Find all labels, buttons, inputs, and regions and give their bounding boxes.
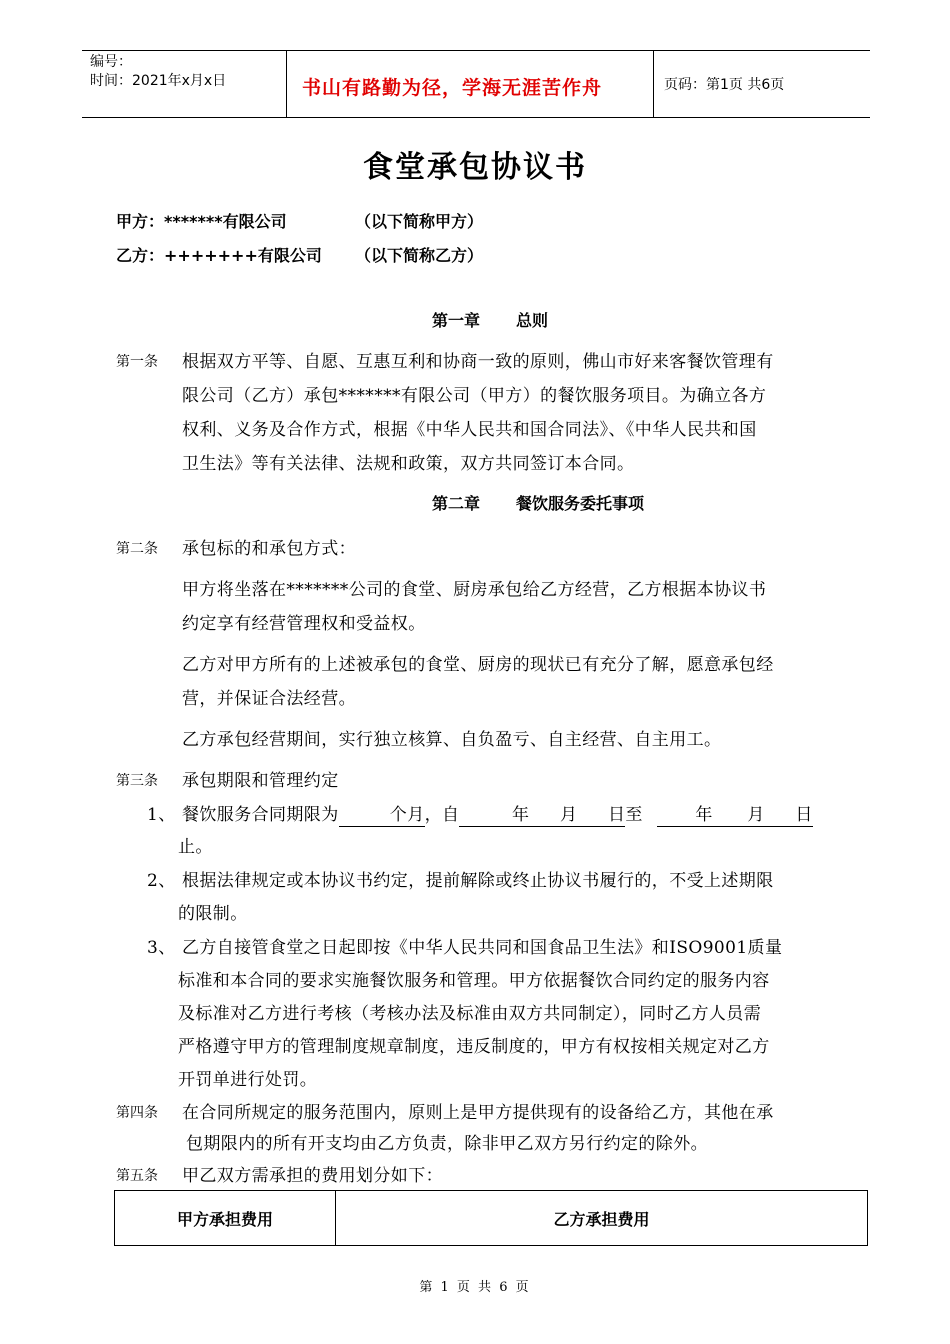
article-1-label: 第一条 — [116, 354, 158, 370]
end-day-blank[interactable]: 日 — [765, 804, 813, 827]
party-b-name: 乙方：+++++++有限公司 — [116, 246, 322, 265]
article-2-para-1-line-2: 约定享有经营管理权和受益权。 — [182, 614, 426, 634]
article-1-line-4: 卫生法》等有关法律、法规和政策，双方共同签订本合同。 — [182, 454, 635, 474]
article-3-item-2-line-2: 的限制。 — [178, 904, 248, 924]
header-top-rule — [82, 50, 870, 51]
article-3-heading: 承包期限和管理约定 — [182, 771, 339, 791]
article-5-label: 第五条 — [116, 1168, 158, 1184]
article-2-para-1-line-1: 甲方将坐落在*******公司的食堂、厨房承包给乙方经营，乙方根据本协议书 — [182, 580, 767, 600]
article-3-item-3-number: 3、 — [147, 938, 176, 958]
term-prefix: 餐饮服务合同期限为 — [182, 805, 339, 825]
article-3-item-2-line-1: 根据法律规定或本协议书约定，提前解除或终止协议书履行的，不受上述期限 — [182, 871, 774, 891]
page-footer: 第 1 页 共 6 页 — [419, 1280, 531, 1295]
term-to: 至 — [625, 805, 643, 825]
term-from: ，自 — [424, 805, 460, 825]
article-3-item-1-text — [182, 800, 813, 827]
header-divider-right — [653, 50, 654, 118]
article-4-line-2: 包期限内的所有开支均由乙方负责，除非甲乙双方另行约定的除外。 — [186, 1134, 708, 1154]
article-2-para-2-line-2: 营，并保证合法经营。 — [182, 689, 356, 709]
table-row — [115, 1191, 868, 1246]
article-5-text: 甲乙双方需承担的费用划分如下： — [182, 1166, 443, 1186]
start-day-blank[interactable]: 日 — [577, 804, 625, 827]
document-title: 食堂承包协议书 — [363, 150, 587, 185]
article-2-para-3: 乙方承包经营期间，实行独立核算、自负盈亏、自主经营、自主用工。 — [182, 730, 722, 750]
article-4-line-1: 在合同所规定的服务范围内，原则上是甲方提供现有的设备给乙方，其他在承 — [182, 1103, 774, 1123]
header-motto: 书山有路勤为径，学海无涯苦作舟 — [302, 77, 603, 99]
header-page-label: 页码：第1页 共6页 — [664, 77, 785, 93]
chapter-1-name: 总则 — [516, 311, 549, 330]
article-3-item-3-line-2: 标准和本合同的要求实施餐饮服务和管理。甲方依据餐饮合同约定的服务内容 — [178, 971, 770, 991]
article-3-item-3-line-5: 开罚单进行处罚。 — [178, 1070, 318, 1090]
start-year-blank[interactable]: 年 — [459, 804, 529, 827]
header-divider-left — [286, 50, 287, 118]
end-year-blank[interactable]: 年 — [657, 804, 713, 827]
chapter-2-name: 餐饮服务委托事项 — [516, 494, 645, 513]
party-b-alias: （以下简称乙方） — [355, 246, 484, 265]
start-month-blank[interactable]: 月 — [529, 804, 577, 827]
header-bottom-rule — [82, 117, 870, 118]
article-1-line-3: 权利、义务及合作方式，根据《中华人民共和国合同法》、《中华人民共和国 — [182, 420, 757, 440]
header-number-label: 编号： — [90, 54, 132, 70]
article-3-item-2-number: 2、 — [147, 871, 176, 891]
party-a-fees-header: 甲方承担费用 — [115, 1191, 336, 1246]
header-time-label: 时间：2021年x月x日 — [90, 73, 227, 89]
article-1-line-1: 根据双方平等、自愿、互惠互利和协商一致的原则，佛山市好来客餐饮管理有 — [182, 352, 774, 372]
article-2-heading: 承包标的和承包方式： — [182, 539, 356, 559]
party-a-name: 甲方：*******有限公司 — [116, 212, 287, 231]
party-b-fees-header: 乙方承担费用 — [336, 1191, 868, 1246]
months-blank[interactable]: 个月 — [339, 804, 425, 827]
article-3-item-1-number: 1、 — [147, 805, 176, 825]
article-1-line-2: 限公司（乙方）承包*******有限公司（甲方）的餐饮服务项目。为确立各方 — [182, 386, 767, 406]
fee-division-table — [114, 1190, 868, 1246]
article-3-label: 第三条 — [116, 773, 158, 789]
article-2-para-2-line-1: 乙方对甲方所有的上述被承包的食堂、厨房的现状已有充分了解，愿意承包经 — [182, 655, 774, 675]
chapter-1-number: 第一章 — [432, 311, 481, 330]
article-3-item-1-end: 止。 — [178, 837, 213, 857]
article-3-item-3-line-1: 乙方自接管食堂之日起即按《中华人民共同和国食品卫生法》和ISO9001质量 — [182, 938, 783, 958]
end-month-blank[interactable]: 月 — [713, 804, 765, 827]
party-a-alias: （以下简称甲方） — [355, 212, 484, 231]
article-3-item-3-line-4: 严格遵守甲方的管理制度规章制度，违反制度的，甲方有权按相关规定对乙方 — [178, 1037, 770, 1057]
article-4-label: 第四条 — [116, 1105, 158, 1121]
article-2-label: 第二条 — [116, 541, 158, 557]
article-3-item-3-line-3: 及标准对乙方进行考核（考核办法及标准由双方共同制定），同时乙方人员需 — [178, 1004, 762, 1024]
chapter-2-number: 第二章 — [432, 494, 481, 513]
